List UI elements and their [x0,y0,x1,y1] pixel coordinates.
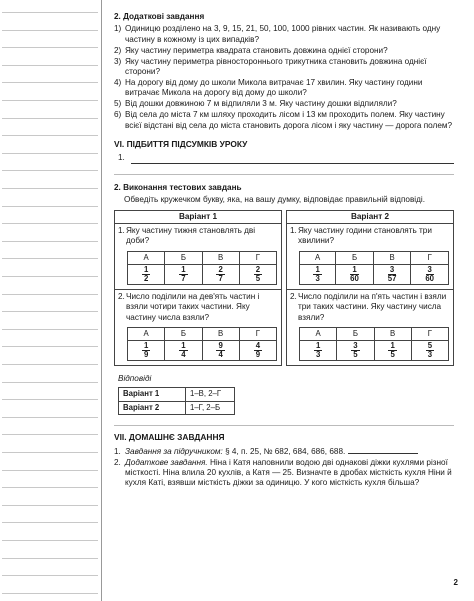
margin-rule-line [2,346,98,347]
option-fraction: $\frac{5}{3}$ [427,341,433,360]
margin-rule [101,0,102,601]
variant-1-header: Варіант 1 [115,211,281,224]
margin-rule-line [2,188,98,189]
margin-rule-line [2,593,98,594]
table-row: Варіант 1 1–В, 2–Г [119,388,235,401]
option-letter[interactable]: Г [239,251,276,264]
margin-rule-line [2,470,98,471]
task-item: 1) Одиницю розділено на 3, 9, 15, 21, 50, 100, 1000 рівних частин. Як називають одну частину в кожному із цих випадків? [114,24,441,44]
question: 1. Яку частину тижня становлять дві доби? [118,226,256,246]
task-item: 2) Яку частину периметра квадрата становить довжина однієї сторони? [114,45,388,55]
option-letter[interactable]: Б [165,328,202,341]
page-content [114,12,454,489]
blank-line[interactable] [348,447,418,454]
variant-2-box [286,210,454,366]
option-letter[interactable]: В [202,328,239,341]
section-additional-title: 2. Додаткові завдання [114,12,205,21]
option-fraction: $\frac{1}{7}$ [181,264,186,283]
answer-table [127,251,277,285]
option-letter[interactable]: Б [336,251,374,264]
option-letter[interactable]: В [373,251,411,264]
tests-title: 2. Виконання тестових завдань [114,182,242,192]
option-letter[interactable]: А [300,251,336,264]
margin-rule-line [2,135,98,136]
margin-rule-line [2,47,98,48]
option-letter[interactable]: Г [411,251,449,264]
margin-rule-line [2,434,98,435]
answer-table [299,327,449,361]
question: 1. Яку частину години становлять три хвилини? [290,226,432,246]
option-fraction: $\frac{1}{5}$ [390,341,395,360]
additional-tasks-list [114,24,454,131]
margin-rule-line [2,153,98,154]
margin-rule-line [2,170,98,171]
task-item: 5) Від дошки довжиною 7 м відпиляли 3 м. Яку частину дошки відпиляли? [114,99,397,109]
divider [114,174,454,175]
option-fraction: $\frac{1}{2}$ [143,264,149,283]
margin-lines [0,0,100,601]
homework-title: VII. ДОМАШНЄ ЗАВДАННЯ [114,432,225,443]
task-item: 4) На дорогу від дому до школи Микола витрачає 17 хвилин. Яку частину години витрачає Микола на дорогу від дому до школи? [114,77,423,98]
option-letter[interactable]: Б [165,251,202,264]
tests-intro: Обведіть кружечком букву, яка, на вашу думку, відповідає правильній відповіді. [124,195,425,205]
question: 2. Число поділили на п'ять частин і взяли три таких частини. Яку частину числа взяли? [290,291,447,322]
option-fraction: $\frac{3}{5}$ [353,341,358,360]
table-row: Варіант 2 1–Г, 2–Б [119,401,235,414]
margin-rule-line [2,452,98,453]
section-summary-title: VI. ПІДБИТТЯ ПІДСУМКІВ УРОКУ [114,138,248,149]
margin-rule-line [2,311,98,312]
option-fraction: $\frac{9}{4}$ [218,341,223,360]
margin-rule-line [2,30,98,31]
margin-rule-line [2,558,98,559]
answer-table [299,251,449,285]
margin-rule-line [2,65,98,66]
option-fraction: $\frac{1}{3}$ [315,264,320,283]
option-fraction: $\frac{2}{5}$ [255,264,261,283]
option-fraction: $\frac{3}{57}$ [387,264,397,283]
option-fraction: $\frac{1}{60}$ [350,264,359,283]
margin-rule-line [2,100,98,101]
margin-rule-line [2,575,98,576]
blank-line[interactable] [131,155,454,164]
margin-rule-line [2,276,98,277]
option-letter[interactable]: Г [411,328,448,341]
question: 2. Число поділили на дев'ять частин і взяли чотири таких частини. Яку частину числа взяли? [118,291,260,322]
margin-rule-line [2,258,98,259]
option-letter[interactable]: Б [337,328,374,341]
margin-rule-line [2,241,98,242]
option-fraction: $\frac{4}{9}$ [255,341,261,360]
homework-item: 1. Завдання за підручником: § 4, п. 25, № 682, 684, 686, 688. [114,447,454,457]
option-fraction: $\frac{2}{7}$ [218,264,223,283]
variant-2-header: Варіант 2 [287,211,453,224]
margin-rule-line [2,82,98,83]
margin-rule-line [2,540,98,541]
option-fraction: $\frac{1}{4}$ [181,341,186,360]
margin-rule-line [2,382,98,383]
variants-row [114,210,454,366]
answer-table [127,327,277,361]
task-item: 6) Від села до міста 7 км шляху проходить лісом і 13 км проходить полем. Яку частину всієї відстані від села до міста становить дорога лісом і яку частину — дорога полем? [114,110,453,130]
option-letter[interactable]: В [202,251,239,264]
option-letter[interactable]: Г [239,328,276,341]
margin-rule-line [2,505,98,506]
page-number: 2 [453,578,458,587]
margin-rule-line [2,223,98,224]
margin-rule-line [2,417,98,418]
answers-table [118,387,235,415]
variant-1-box [114,210,282,366]
margin-rule-line [2,487,98,488]
margin-rule-line [2,522,98,523]
option-fraction: $\frac{1}{9}$ [143,341,149,360]
option-letter[interactable]: А [128,328,165,341]
task-item: 3) Яку частину периметра рівностороннього трикутника становить довжина однієї сторони? [114,56,427,77]
option-fraction: $\frac{3}{60}$ [425,264,435,283]
margin-rule-line [2,206,98,207]
margin-rule-line [2,12,98,13]
option-fraction: $\frac{1}{3}$ [315,341,321,360]
margin-rule-line [2,364,98,365]
option-letter[interactable]: В [374,328,411,341]
margin-rule-line [2,399,98,400]
summary-fill-line[interactable]: 1. [118,153,454,163]
homework-item: 2. Додаткове завдання. Ніна і Катя наповнили водою дві однакові діжки кухлями різної місткості. Ніна влила 20 кухлів, а Катя — 25. Визначте в дробах місткість кухля Ніни й кухля Каті, взявши місткість діжки за одиницю. У кого місткість кухля більша? [114,457,452,488]
margin-rule-line [2,118,98,119]
option-letter[interactable]: А [300,328,337,341]
option-letter[interactable]: А [128,251,165,264]
divider [114,425,454,426]
margin-rule-line [2,329,98,330]
margin-rule-line [2,294,98,295]
answers-title: Відповіді [118,374,152,384]
